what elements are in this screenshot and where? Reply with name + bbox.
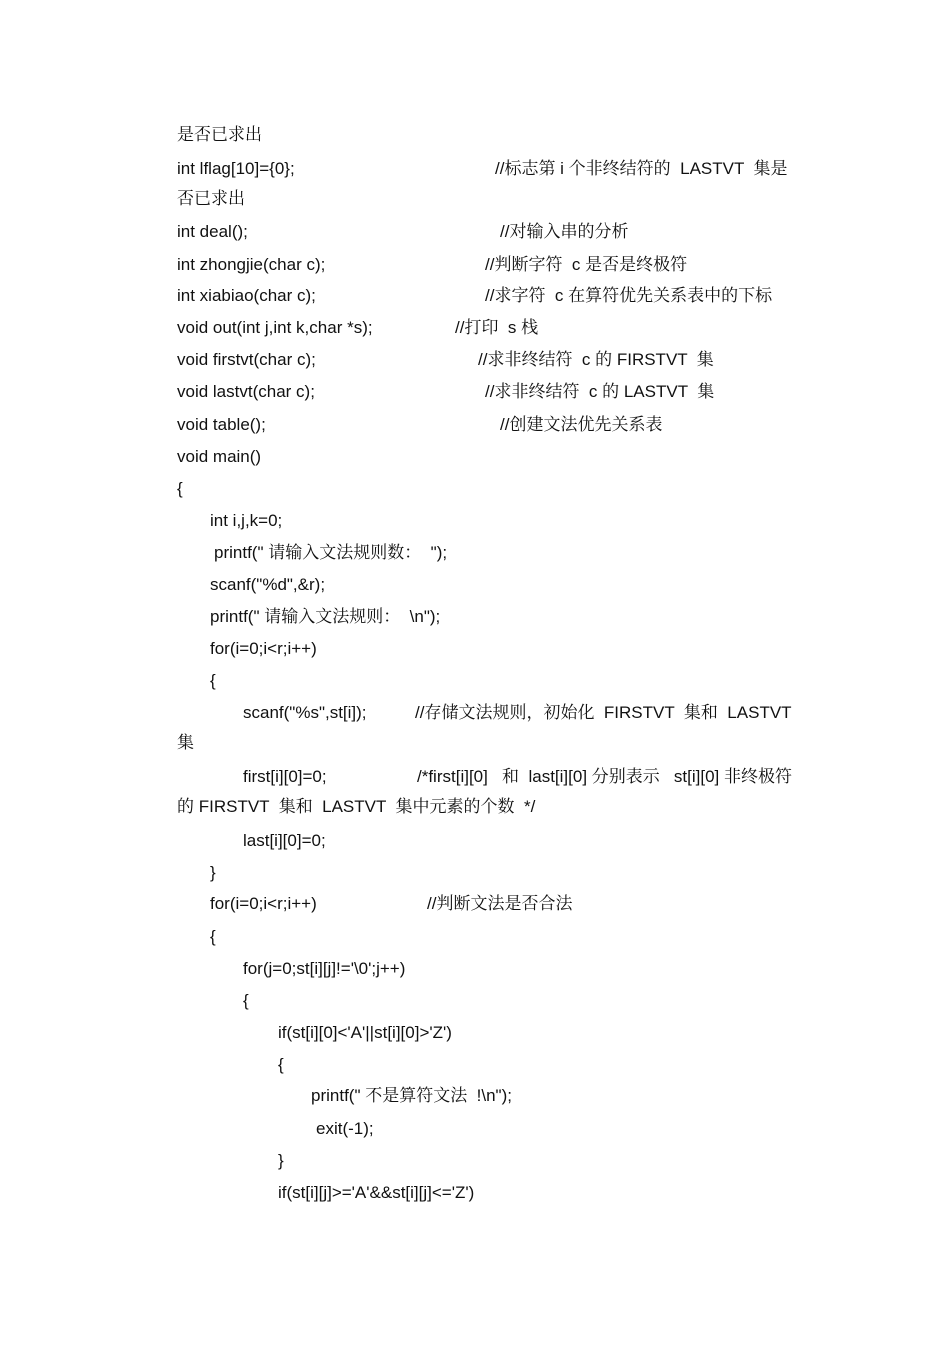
code-comment: //判断文法是否合法 (427, 894, 573, 913)
code-line: for(i=0;i<r;i++) (210, 639, 317, 658)
code-comment: //判断字符 c 是否是终极符 (485, 255, 688, 274)
code-line: int deal(); (177, 222, 248, 241)
code-line: int lflag[10]={0}; (177, 159, 295, 178)
code-line: scanf("%s",st[i]); (243, 703, 367, 722)
code-line: int i,j,k=0; (210, 511, 283, 530)
code-line: printf(" 不是算符文法 !\n"); (311, 1086, 512, 1105)
code-line: { (210, 927, 216, 946)
code-comment: //创建文法优先关系表 (500, 415, 663, 434)
code-line: void out(int j,int k,char *s); (177, 318, 373, 337)
code-line: int xiabiao(char c); (177, 286, 316, 305)
code-line: } (210, 863, 216, 882)
code-comment: //求非终结符 c 的 LASTVT 集 (485, 382, 715, 401)
text-line: 的 FIRSTVT 集和 LASTVT 集中元素的个数 */ (177, 797, 536, 816)
code-line: { (210, 671, 216, 690)
code-line: { (243, 991, 249, 1010)
code-comment: /*first[i][0] 和 last[i][0] 分别表示 st[i][0] 非终极符 (417, 767, 793, 786)
code-line: printf(" 请输入文法规则数： "); (214, 543, 448, 562)
code-comment: //对输入串的分析 (500, 222, 629, 241)
code-line: } (278, 1151, 284, 1170)
code-line: { (177, 479, 183, 498)
code-line: for(i=0;i<r;i++) (210, 894, 317, 913)
code-line: { (278, 1055, 284, 1074)
code-line: void lastvt(char c); (177, 382, 315, 401)
code-line: printf(" 请输入文法规则： \n"); (210, 607, 441, 626)
code-line: last[i][0]=0; (243, 831, 326, 850)
code-line: scanf("%d",&r); (210, 575, 326, 594)
code-line: void table(); (177, 415, 266, 434)
code-comment: //存储文法规则，初始化 FIRSTVT 集和 LASTVT (415, 703, 792, 722)
code-comment: //求非终结符 c 的 FIRSTVT 集 (478, 350, 714, 369)
code-line: exit(-1); (316, 1119, 374, 1138)
code-line: if(st[i][j]>='A'&&st[i][j]<='Z') (278, 1183, 475, 1202)
code-comment: //求字符 c 在算符优先关系表中的下标 (485, 286, 773, 305)
code-comment: //标志第 i 个非终结符的 LASTVT 集是 (495, 159, 788, 178)
code-line: if(st[i][0]<'A'||st[i][0]>'Z') (278, 1023, 452, 1042)
code-line: void main() (177, 447, 262, 466)
code-line: first[i][0]=0; (243, 767, 327, 786)
text-line: 否已求出 (177, 189, 245, 208)
text-line: 是否已求出 (177, 125, 262, 144)
text-line: 集 (177, 733, 194, 752)
code-line: int zhongjie(char c); (177, 255, 326, 274)
code-line: void firstvt(char c); (177, 350, 316, 369)
code-comment: //打印 s 栈 (455, 318, 539, 337)
code-line: for(j=0;st[i][j]!='\0';j++) (243, 959, 406, 978)
